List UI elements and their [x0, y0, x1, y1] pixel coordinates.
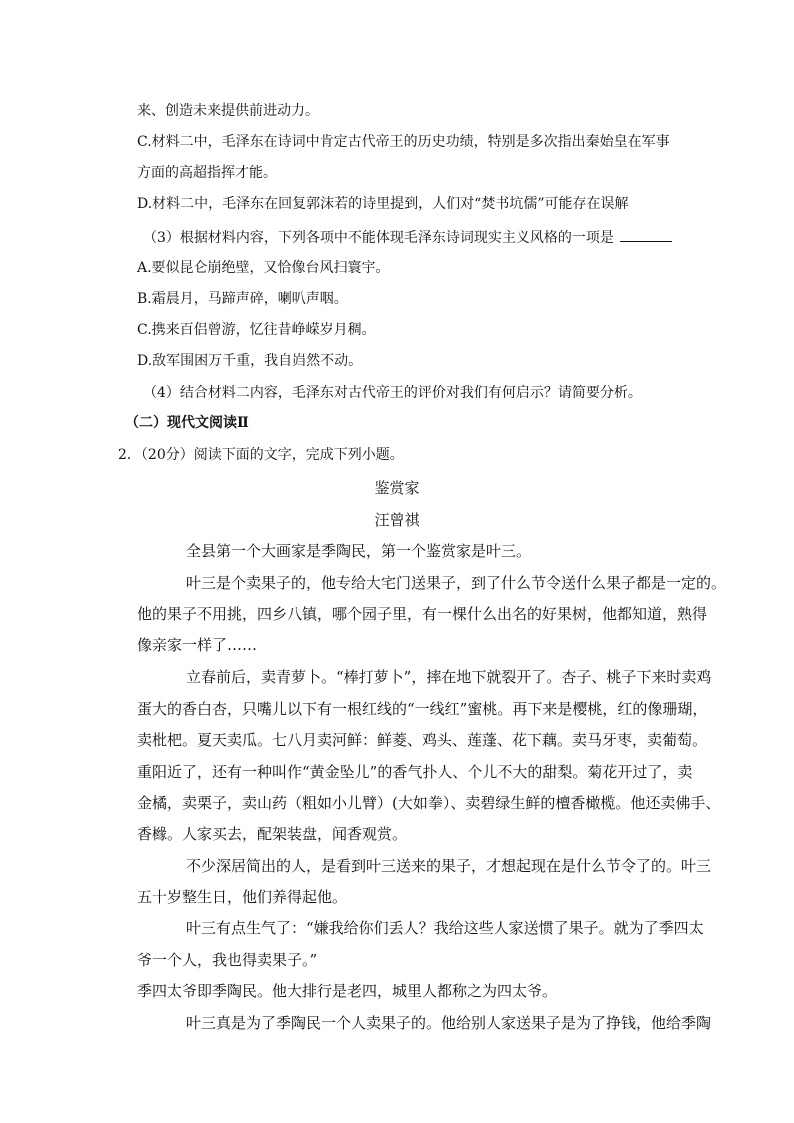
- passage-paragraph-line: 叶三有点生气了：“嫌我给你们丢人？我给这些人家送惯了果子。就为了季四太: [186, 919, 704, 937]
- passage-paragraph-line: 季四太爷即季陶民。他大排行是老四，城里人都称之为四太爷。: [137, 982, 558, 1000]
- passage-paragraph-line: 叶三是个卖果子的，他专给大宅门送果子，到了什么节令送什么果子都是一定的。: [186, 574, 727, 592]
- passage-paragraph-line: 爷一个人，我也得卖果子。”: [137, 951, 318, 969]
- q2-option-d: D.材料二中，毛泽东在回复郭沫若的诗里提到，人们对“焚书坑儒”可能存在误解: [137, 196, 629, 212]
- passage-paragraph-line: 金橘，卖栗子，卖山药（粗如小儿臂）(大如拳）、卖碧绿生鲜的檀香橄榄。他还卖佛手、: [137, 794, 721, 812]
- passage-title: 鉴赏家: [374, 479, 420, 497]
- passage-paragraph-line: 立春前后，卖青萝卜。“棒打萝卜”，摔在地下就裂开了。杏子、桃子下来时卖鸡: [186, 668, 712, 686]
- q3-option-b: B.霜晨月，马蹄声碎，喇叭声咽。: [137, 291, 348, 307]
- q2-option-b-continuation: 来、创造未来提供前进动力。: [137, 103, 319, 119]
- passage-paragraph-line: 香橼。人家买去，配架装盘，闻香观赏。: [137, 825, 408, 843]
- passage-paragraph-line: 他的果子不用挑，四乡八镇，哪个园子里，有一棵什么出名的好果树，他都知道，熟得: [137, 605, 708, 623]
- q3-option-a: A.要似昆仑崩绝壁，又恰像台风扫寰宇。: [137, 260, 390, 276]
- section-heading: （二）现代文阅读Ⅱ: [125, 415, 249, 431]
- passage-author: 汪曾祺: [374, 511, 420, 529]
- q4-stem: （4）结合材料二内容，毛泽东对古代帝王的评价对我们有何启示？请简要分析。: [143, 385, 642, 401]
- q3-stem: （3）根据材料内容，下列各项中不能体现毛泽东诗词现实主义风格的一项是: [143, 230, 614, 246]
- answer-blank[interactable]: [620, 227, 672, 242]
- question-2-stem: 2．（20分）阅读下面的文字，完成下列小题。: [118, 447, 404, 463]
- passage-paragraph-line: 蛋大的香白杏，只嘴儿以下有一根红线的“一线红”蜜桃。再下来是樱桃，红的像珊瑚，: [137, 700, 708, 718]
- q2-option-c-line1: C.材料二中，毛泽东在诗词中肯定古代帝王的历史功绩，特别是多次指出秦始皇在军事: [137, 134, 670, 150]
- passage-paragraph-line: 不少深居简出的人，是看到叶三送来的果子，才想起现在是什么节令了的。叶三: [186, 857, 712, 875]
- q3-option-d: D.敌军围困万千重，我自岿然不动。: [137, 353, 363, 369]
- q3-stem-line: [143, 227, 672, 248]
- passage-paragraph-line: 像亲家一样了……: [137, 636, 258, 654]
- passage-paragraph-line: 五十岁整生日，他们养得起他。: [137, 888, 348, 906]
- passage-paragraph-line: 叶三真是为了季陶民一个人卖果子的。他给别人家送果子是为了挣钱，他给季陶: [186, 1014, 712, 1032]
- q3-option-c: C.携来百侣曾游，忆往昔峥嵘岁月稠。: [137, 322, 376, 338]
- passage-paragraph-line: 卖枇杷。夏天卖瓜。七八月卖河鲜：鲜菱、鸡头、莲蓬、花下藕。卖马牙枣，卖葡萄。: [137, 731, 708, 749]
- passage-paragraph-line: 全县第一个大画家是季陶民，第一个鉴赏家是叶三。: [186, 542, 532, 560]
- passage-paragraph-line: 重阳近了，还有一种叫作“黄金坠儿”的香气扑人、个儿不大的甜梨。菊花开过了，卖: [137, 763, 693, 781]
- q2-option-c-line2: 方面的高超指挥才能。: [137, 165, 277, 181]
